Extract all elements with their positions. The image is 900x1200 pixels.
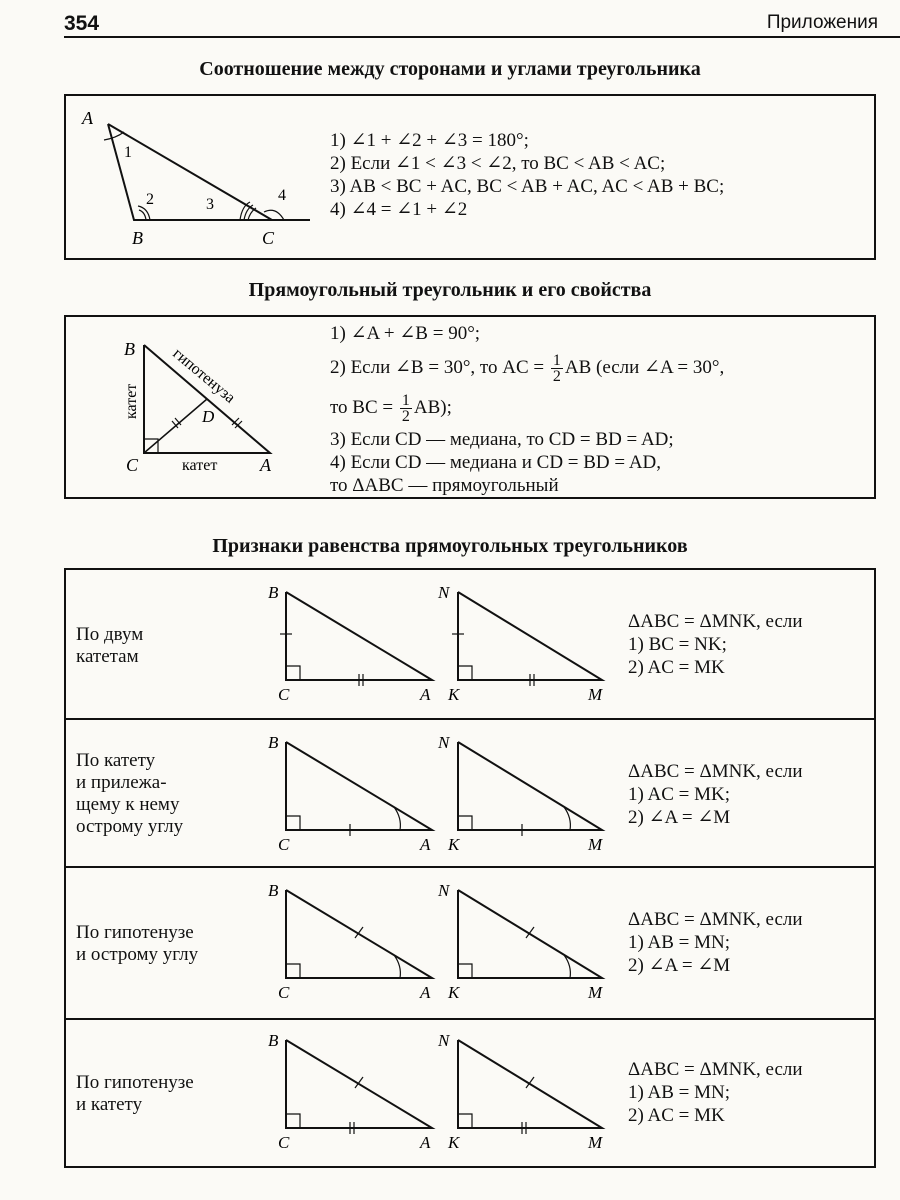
vertex-c-label: C (278, 835, 290, 854)
criterion-hypotenuse-leg-label: По гипотенузе и катету (76, 1072, 194, 1115)
angle-2-arc-b (139, 210, 146, 220)
triangle-abc (286, 742, 432, 830)
right-angle-mark (286, 816, 300, 830)
angle-3-label: 3 (206, 196, 214, 213)
triangle-abc (286, 1040, 432, 1128)
criterion-leg-adjacent-angle-conditions: ΔABC = ΔMNK, если 1) AC = MK; 2) ∠A = ∠M (628, 761, 803, 828)
triangle-mnk (458, 592, 602, 680)
right-statement-5: то ΔABC — прямоугольный (330, 475, 559, 496)
section-title-sides-angles: Соотношение между сторонами и углами треугольника (199, 58, 701, 80)
right-angle-mark-2 (458, 666, 472, 680)
vertex-n-label: N (438, 733, 450, 752)
running-head: Приложения (766, 12, 878, 33)
right-angle-mark-2 (458, 964, 472, 978)
right-triangle-figure (64, 315, 324, 499)
midpoint-d-label: D (202, 407, 215, 426)
sides-angles-statement-3: 3) AB < BC + AC, BC < AB + AC, AC < AB + BC; (330, 176, 725, 197)
vertex-a-label: A (420, 983, 431, 1002)
vertex-n-label: N (438, 881, 450, 900)
angle-1-label: 1 (124, 144, 132, 161)
right-statement-3: 3) Если CD — медиана, то CD = BD = AD; (330, 429, 674, 450)
angle-1-arc (104, 132, 124, 140)
criterion-hypotenuse-leg-figures (262, 1024, 632, 1159)
triangle-abc (286, 890, 432, 978)
vertex-m-label: M (588, 685, 603, 704)
criterion-hypotenuse-angle-figures (262, 874, 632, 1009)
vertex-n-label: N (438, 1031, 450, 1050)
vertex-a-label: A (420, 835, 431, 854)
right-statement-2-start: 2) Если ∠B = 30°, то AC = (330, 357, 545, 378)
criterion-leg-adjacent-angle-figures (262, 726, 632, 861)
criterion-two-legs-figures (262, 576, 632, 711)
vertex-a-label: A (82, 108, 93, 128)
right-statement-2 (330, 348, 724, 388)
right-angle-mark (286, 1114, 300, 1128)
section-title-congruence: Признаки равенства прямоугольных треугольников (212, 535, 688, 557)
criterion-leg-adjacent-angle-label: По катету и прилежа- щему к нему острому углу (76, 750, 184, 837)
right-angle-mark-2 (458, 1114, 472, 1128)
vertex-c-label: C (278, 685, 290, 704)
vertex-k-label: K (448, 685, 460, 704)
page-header (64, 10, 900, 38)
half-fraction-2: $\frac{1}{2}$ (401, 392, 410, 426)
vertex-m-label: M (588, 983, 603, 1002)
vertex-m-label: M (588, 1133, 603, 1152)
vertex-k-label: K (448, 1133, 460, 1152)
vertex-c-label: C (278, 1133, 290, 1152)
criterion-hypotenuse-angle-conditions: ΔABC = ΔMNK, если 1) AB = MN; 2) ∠A = ∠M (628, 909, 803, 976)
right-angle-mark (286, 964, 300, 978)
sides-angles-statement-2: 2) Если ∠1 < ∠3 < ∠2, то BC < AB < AC; (330, 153, 666, 174)
triangle-abc-outline (108, 124, 272, 220)
right-angle-mark (286, 666, 300, 680)
right-statement-2b (330, 388, 724, 428)
right-statement-4: 4) Если CD — медиана и CD = BD = AD, (330, 452, 662, 473)
vertex-m-label: M (588, 835, 603, 854)
right-angle-mark-2 (458, 816, 472, 830)
general-triangle-figure (64, 94, 324, 260)
vertex-n-label: N (438, 583, 450, 602)
right-vertex-a-label: A (260, 455, 271, 475)
vertex-a-label: A (420, 1133, 431, 1152)
vertex-c-label: C (262, 228, 275, 248)
triangle-mnk (458, 890, 602, 978)
vertex-a-label: A (420, 685, 431, 704)
angle-2-label: 2 (146, 191, 154, 208)
table-row-divider-1 (64, 718, 876, 720)
vertex-k-label: K (448, 835, 460, 854)
right-statement-2-end: AB (если ∠A = 30°, (564, 357, 725, 378)
right-statement-2b-start: то BC = (330, 397, 394, 418)
criterion-two-legs-conditions: ΔABC = ΔMNK, если 1) BC = NK; 2) AC = MK (628, 611, 803, 678)
vertex-k-label: K (448, 983, 460, 1002)
angle-4-arc (264, 210, 284, 220)
vertical-leg-label: катет (123, 383, 140, 419)
vertex-b-label: B (268, 1031, 279, 1050)
sides-angles-statements (330, 129, 724, 221)
right-statement-2b-end: AB); (413, 397, 452, 418)
section-title-right-triangle: Прямоугольный треугольник и его свойства (248, 279, 652, 301)
vertex-b-label: B (268, 733, 279, 752)
criterion-hypotenuse-angle-label: По гипотенузе и острому углу (76, 922, 199, 965)
vertex-b-label: B (268, 881, 279, 900)
right-triangle-statements (330, 322, 724, 497)
triangle-mnk (458, 742, 602, 830)
table-row-divider-3 (64, 1018, 876, 1020)
triangle-mnk (458, 1040, 602, 1128)
sides-angles-statement-1: 1) ∠1 + ∠2 + ∠3 = 180°; (330, 130, 529, 151)
vertex-b-label: B (132, 228, 143, 248)
criterion-hypotenuse-leg-conditions: ΔABC = ΔMNK, если 1) AB = MN; 2) AC = MK (628, 1059, 803, 1126)
angle-4-label: 4 (278, 187, 286, 204)
criterion-two-legs-label: По двум катетам (76, 624, 144, 667)
table-row-divider-2 (64, 866, 876, 868)
page-number: 354 (64, 12, 100, 35)
right-vertex-b-label: B (124, 339, 135, 359)
right-statement-1: 1) ∠A + ∠B = 90°; (330, 323, 481, 344)
vertex-c-label: C (278, 983, 290, 1002)
vertex-b-label: B (268, 583, 279, 602)
triangle-abc (286, 592, 432, 680)
hypotenuse-label: гипотенуза (169, 345, 239, 407)
horizontal-leg-label: катет (182, 457, 218, 474)
right-vertex-c-label: C (126, 455, 139, 475)
half-fraction: $\frac{1}{2}$ (552, 352, 561, 386)
sides-angles-statement-4: 4) ∠4 = ∠1 + ∠2 (330, 199, 468, 220)
